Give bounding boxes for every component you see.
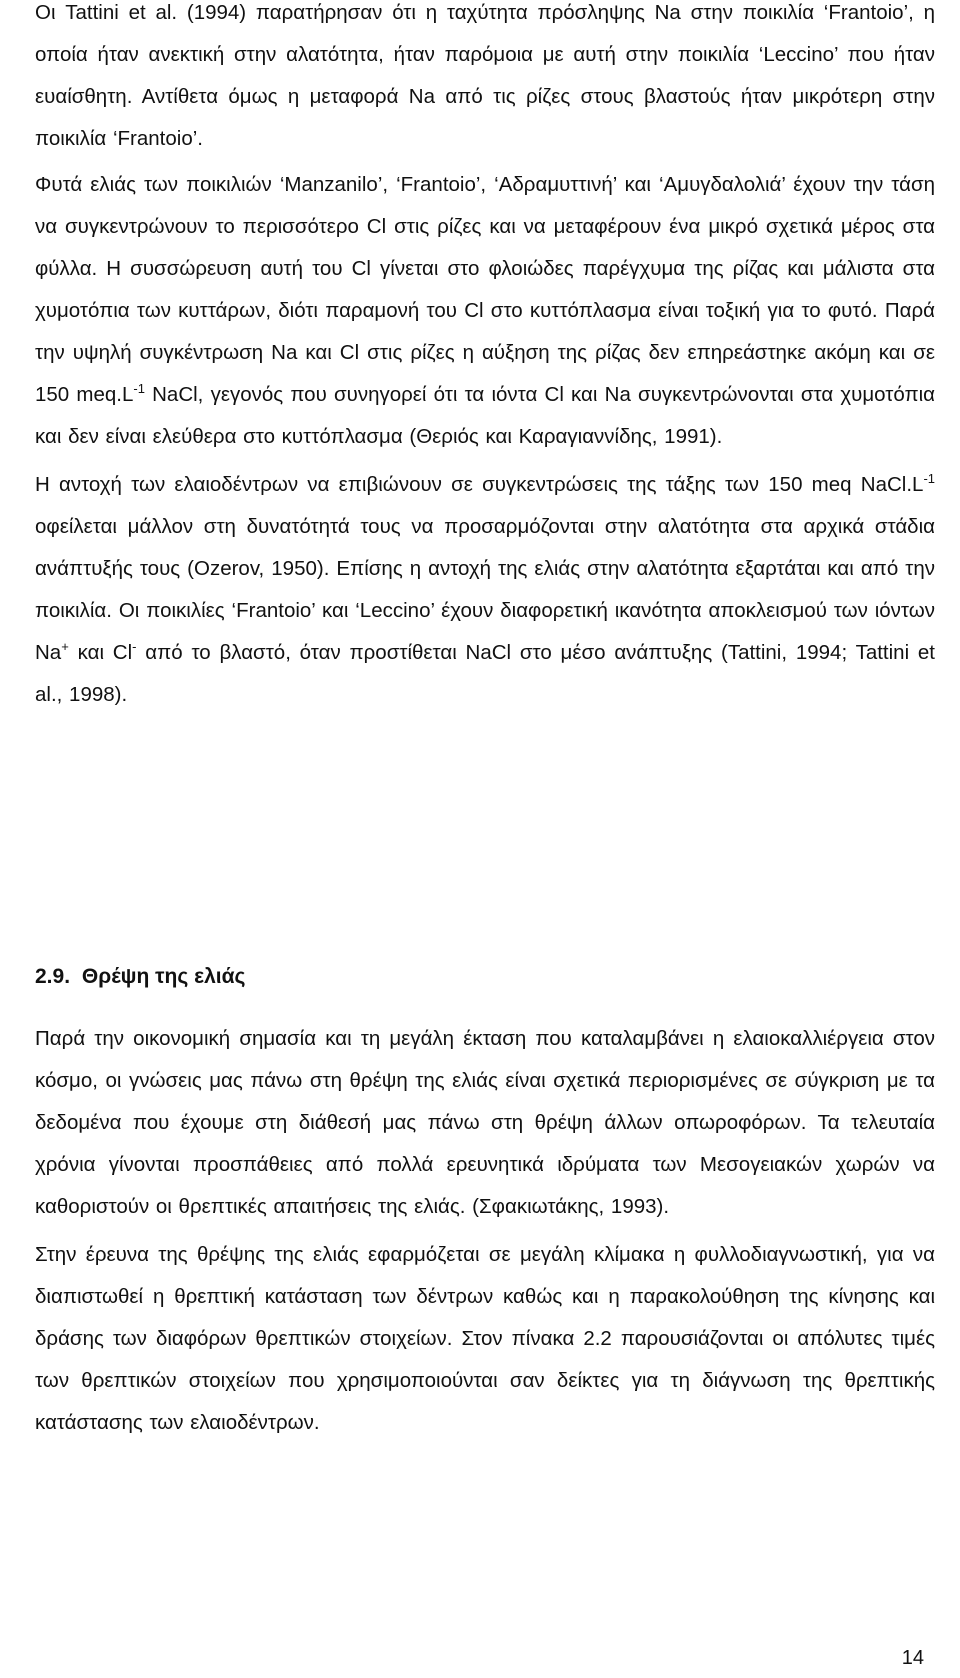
superscript: - <box>132 639 137 654</box>
section-title: Θρέψη της ελιάς <box>81 965 246 988</box>
text-run: Η αντοχή των ελαιοδέντρων να επιβιώνουν σε συγκεντρώσεις της τάξης των 150 meq NaCl.L <box>35 473 924 496</box>
paragraph <box>35 0 935 160</box>
text-run: Οι Tattini et al. (1994) παρατήρησαν ότι η ταχύτητα πρόσληψης Na στην ποικιλία ‘Frantoio’, η οποία ήταν ανεκτική στην αλατότητα, ήταν παρόμοια με αυτή στην ποικιλία ‘Leccino’ που ήταν ευαίσθητη. Αντίθετα όμως η μεταφορά Na από τις ρίζες στους βλαστούς ήταν μικρότερη στην ποικιλία ‘Frantoio’. <box>35 1 935 150</box>
text-run: NaCl, γεγονός που συνηγορεί ότι τα ιόντα Cl και Na συγκεντρώνονται στα χυμοτόπια και δεν είναι ελεύθερα στο κυττόπλασμα (Θεριός και Καραγιαννίδης, 1991). <box>35 383 936 448</box>
paragraph <box>35 1234 935 1444</box>
section-number: 2.9. <box>35 965 71 988</box>
paragraph <box>35 464 935 716</box>
text-run: Στην έρευνα της θρέψης της ελιάς εφαρμόζεται σε μεγάλη κλίμακα η φυλλοδιαγνωστική, για να διαπιστωθεί η θρεπτική κατάσταση των δέντρων καθώς και η παρακολούθηση της κίνησης και δράσης των διαφόρων θρεπτικών στοιχείων. Στον πίνακα 2.2 παρουσιάζονται οι απόλυτες τιμές των θρεπτικών στοιχείων που χρησιμοποιούνται σαν δείκτες για τη διάγνωση της θρεπτικής κατάστασης των ελαιοδέντρων. <box>35 1243 935 1434</box>
superscript: -1 <box>923 471 935 486</box>
paragraph <box>35 1018 935 1228</box>
superscript: -1 <box>133 381 145 396</box>
page-number: 14 <box>901 1647 924 1669</box>
section-heading <box>35 956 245 998</box>
paragraph <box>35 164 935 458</box>
superscript: + <box>61 639 69 654</box>
text-run: και Cl <box>68 641 133 664</box>
body-text-section <box>35 1018 935 1444</box>
text-run: Φυτά ελιάς των ποικιλιών ‘Manzanilo’, ‘Frantoio’, ‘Αδραμυττινή’ και ‘Αμυγδαλολιά’ έχουν την τάση να συγκεντρώνουν το περισσότερο Cl στις ρίζες και να μεταφέρουν ένα μικρό σχετικά μέρος στα φύλλα. Η συσσώρευση αυτή του Cl γίνεται στο φλοιώδες παρέγχυμα της ρίζας και μάλιστα στα χυμοτόπια των κυττάρων, διότι παραμονή του Cl στο κυττόπλασμα είναι τοξική για το φυτό. Παρά την υψηλή συγκέντρωση Na και Cl στις ρίζες η αύξηση της ρίζας δεν επηρεάστηκε ακόμη και σε 150 meq.L <box>35 173 935 406</box>
text-run: από το βλαστό, όταν προστίθεται NaCl στο μέσο ανάπτυξης (Tattini, 1994; Tattini et al., 1998). <box>35 641 936 706</box>
text-run: Παρά την οικονομική σημασία και τη μεγάλη έκταση που καταλαμβάνει η ελαιοκαλλιέργεια στον κόσμο, οι γνώσεις μας πάνω στη θρέψη της ελιάς είναι σχετικά περιορισμένες σε σύγκριση με τα δεδομένα που έχουμε στη διάθεσή μας πάνω στη θρέψη άλλων οπωροφόρων. Τα τελευταία χρόνια γίνονται προσπάθειες από πολλά ερευνητικά ιδρύματα των Μεσογειακών χωρών να καθοριστούν οι θρεπτικές απαιτήσεις της ελιάς. (Σφακιωτάκης, 1993). <box>35 1027 935 1218</box>
body-text-top <box>35 0 935 716</box>
text-run: οφείλεται μάλλον στη δυνατότητά τους να προσαρμόζονται στην αλατότητα στα αρχικά στάδια ανάπτυξής τους (Ozerov, 1950). Επίσης η αντοχή της ελιάς στην αλατότητα εξαρτάται και από την ποικιλία. Οι ποικιλίες ‘Frantoio’ και ‘Leccino’ έχουν διαφορετική ικανότητα αποκλεισμού των ιόντων Na <box>35 515 935 664</box>
